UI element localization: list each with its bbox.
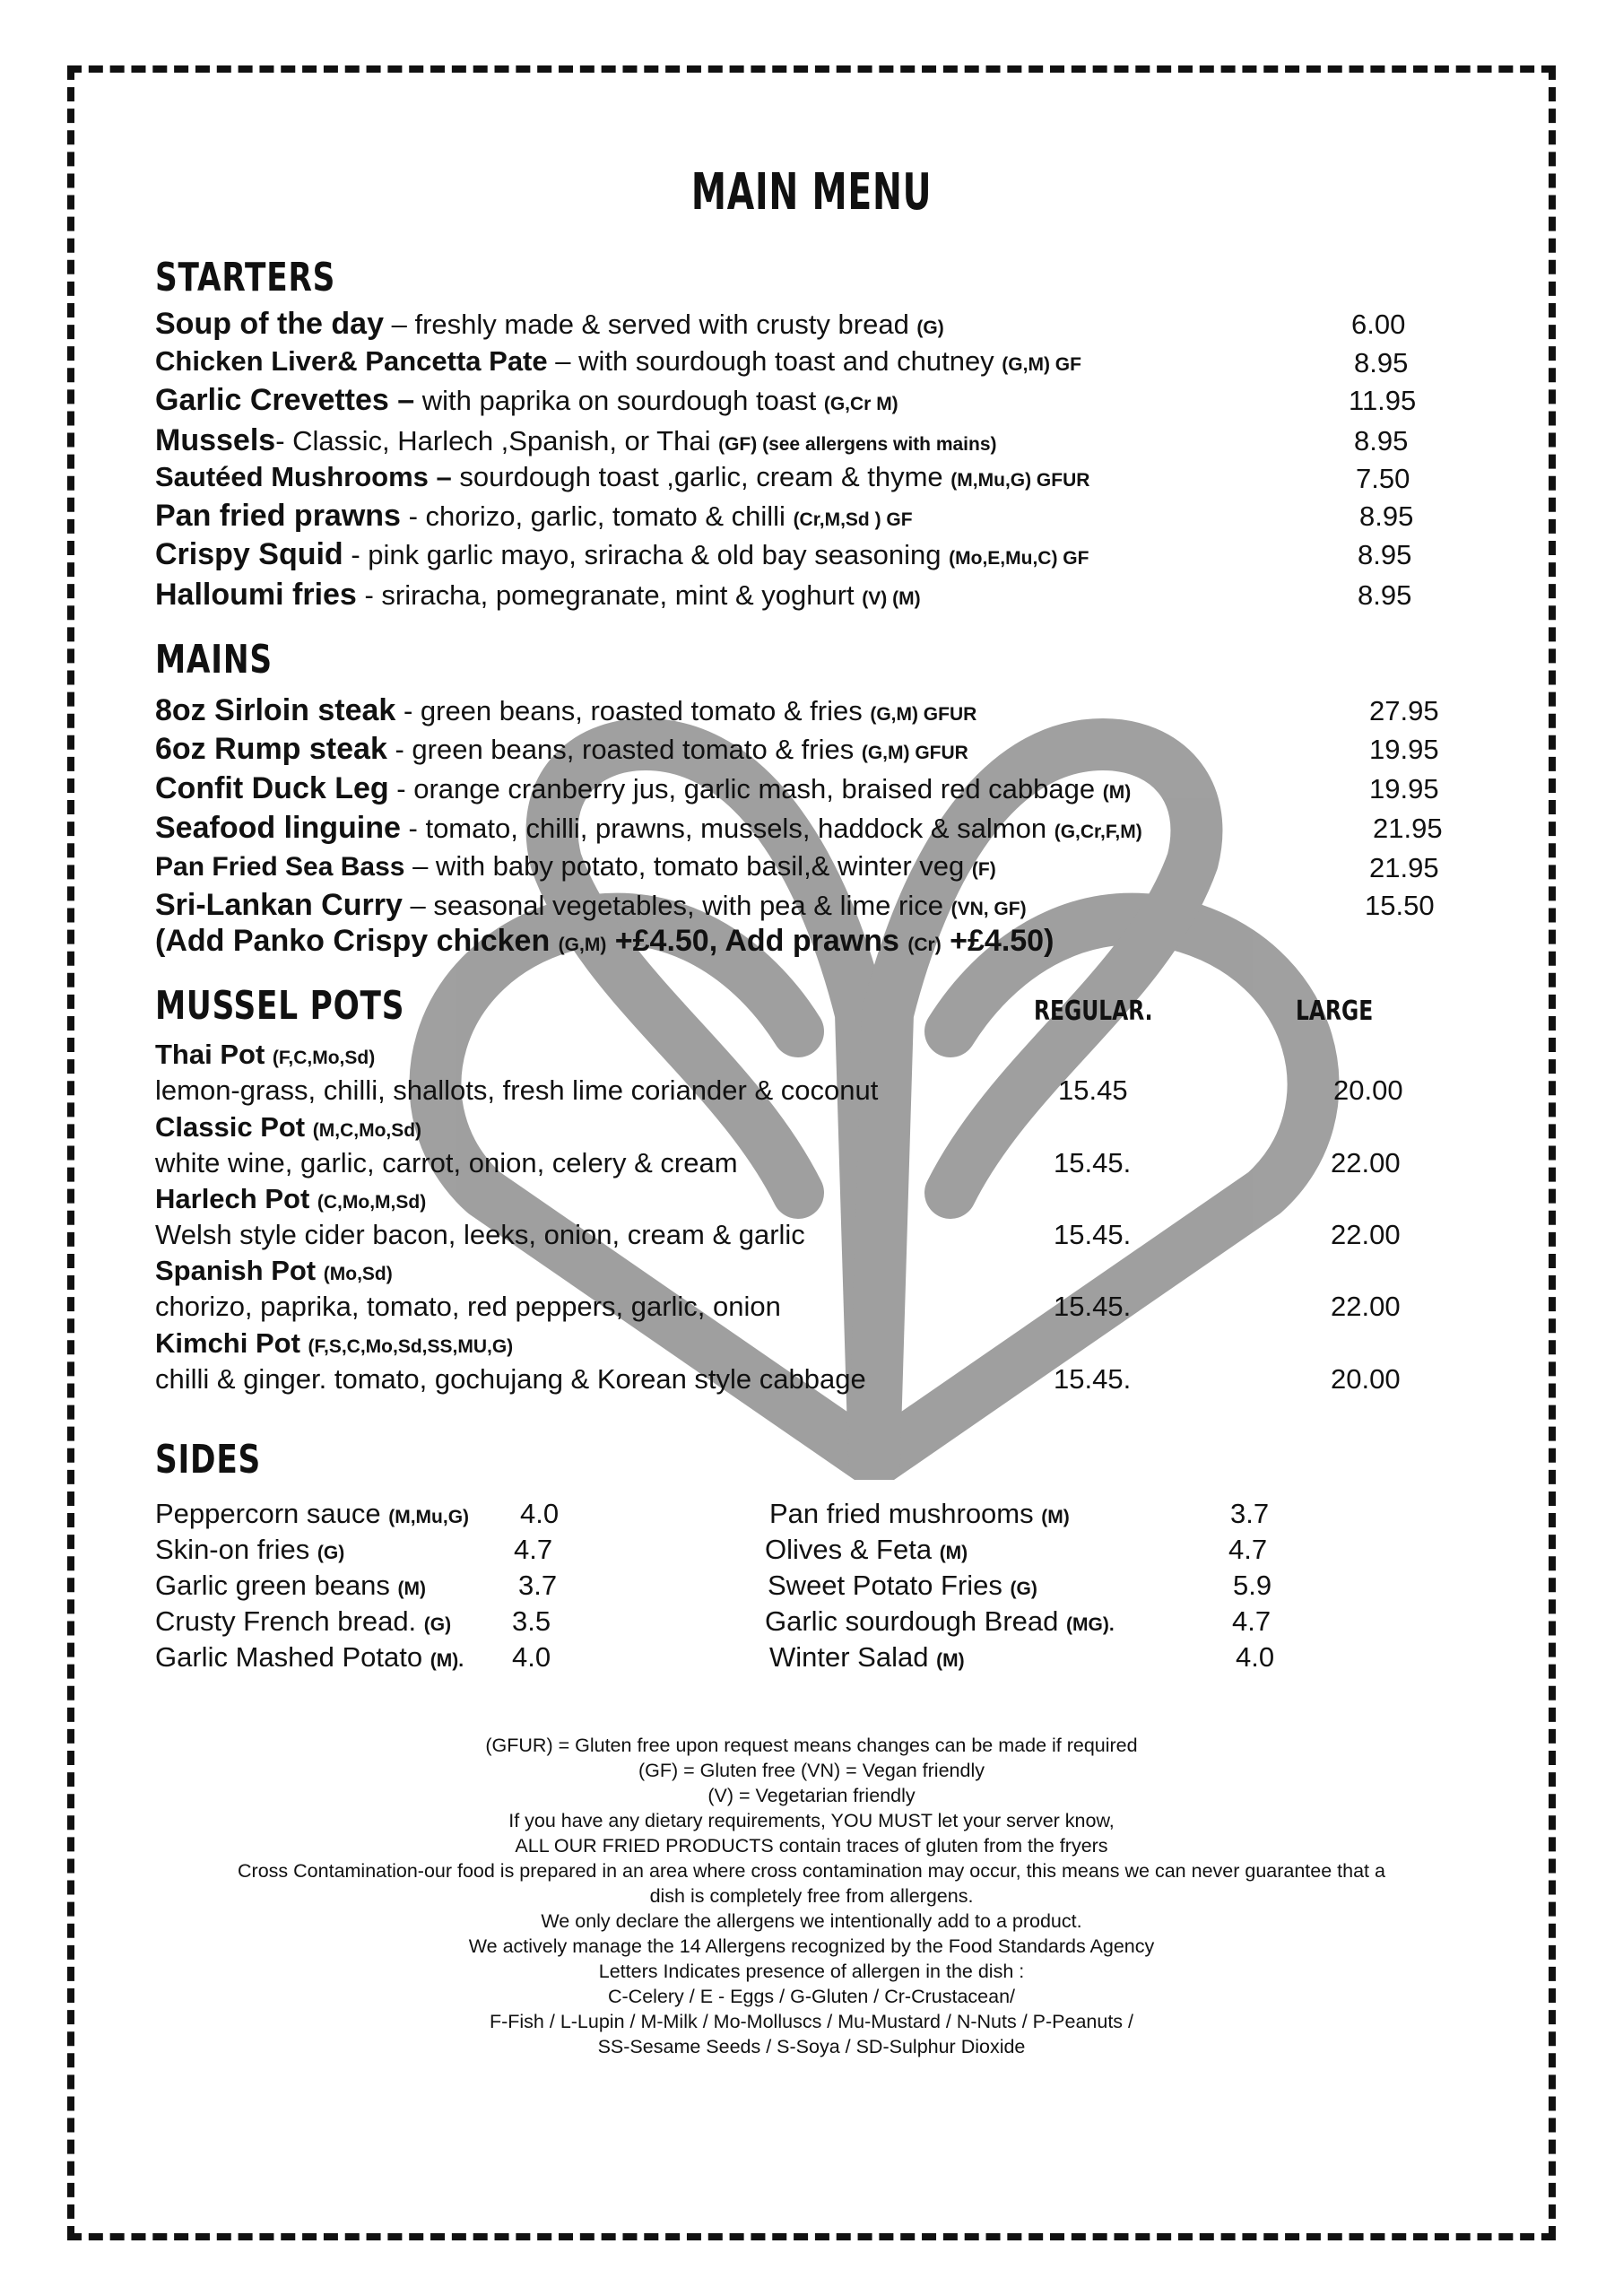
mussel-pot-large-price: 20.00 — [1333, 1074, 1403, 1106]
mussel-pot-name: Classic Pot (M,C,Mo,Sd) — [155, 1111, 422, 1143]
main-price: 21.95 — [1369, 852, 1439, 883]
main-item: 6oz Rump steak - green beans, roasted tomato & fries (G,M) GFUR — [155, 732, 968, 766]
main-item: 8oz Sirloin steak - green beans, roasted tomato & fries (G,M) GFUR — [155, 693, 977, 727]
legend-line: We actively manage the 14 Allergens recognized by the Food Standards Agency — [468, 1935, 1155, 1957]
mussel-pot-desc: white wine, garlic, carrot, onion, celery & cream — [155, 1147, 738, 1178]
mussel-pot-regular-price: 15.45 — [1058, 1074, 1128, 1106]
mussel-pot-name: Thai Pot (F,C,Mo,Sd) — [155, 1039, 376, 1070]
side-item: Garlic sourdough Bread (MG). — [765, 1605, 1115, 1637]
starters-heading: STARTERS — [155, 255, 336, 300]
main-item: Seafood linguine - tomato, chilli, prawns, mussels, haddock & salmon (G,Cr,F,M) — [155, 811, 1142, 845]
mussel-pot-desc: lemon-grass, chilli, shallots, fresh lime coriander & coconut — [155, 1074, 879, 1106]
mussel-pots-heading: MUSSEL POTS — [155, 983, 405, 1029]
mussel-pot-name: Kimchi Pot (F,S,C,Mo,Sd,SS,MU,G) — [155, 1327, 514, 1359]
starter-price: 8.95 — [1359, 500, 1414, 532]
mussel-pot-desc: chorizo, paprika, tomato, red peppers, garlic, onion — [155, 1291, 781, 1322]
mussel-pot-large-price: 22.00 — [1331, 1291, 1401, 1322]
starter-price: 6.00 — [1351, 309, 1406, 340]
side-price: 3.7 — [518, 1570, 558, 1601]
side-price: 4.0 — [512, 1641, 551, 1673]
mains-heading: MAINS — [155, 637, 273, 683]
side-price: 4.7 — [1228, 1534, 1268, 1565]
mussel-pot-name: Spanish Pot (Mo,Sd) — [155, 1255, 393, 1286]
col-regular-header: REGULAR. — [1034, 996, 1153, 1027]
side-price: 4.7 — [514, 1534, 553, 1565]
mussel-pot-regular-price: 15.45. — [1054, 1363, 1132, 1395]
starter-item: Sautéed Mushrooms – sourdough toast ,garlic, cream & thyme (M,Mu,G) GFUR — [155, 461, 1090, 492]
side-item: Peppercorn sauce (M,Mu,G) — [155, 1498, 470, 1529]
legend-line: If you have any dietary requirements, YOU MUST let your server know, — [508, 1810, 1115, 1831]
starter-price: 8.95 — [1354, 425, 1409, 457]
legend-line: (GFUR) = Gluten free upon request means changes can be made if required — [485, 1735, 1138, 1756]
mussel-pot-large-price: 22.00 — [1331, 1219, 1401, 1250]
page-title: MAIN MENU — [690, 163, 933, 222]
mussel-pot-regular-price: 15.45. — [1054, 1219, 1132, 1250]
side-item: Winter Salad (M) — [769, 1641, 965, 1673]
legend-line: We only declare the allergens we intentionally add to a product. — [541, 1910, 1082, 1932]
legend-line: (V) = Vegetarian friendly — [707, 1785, 916, 1806]
side-price: 3.7 — [1230, 1498, 1270, 1529]
main-price: 27.95 — [1369, 695, 1439, 726]
starter-price: 8.95 — [1354, 347, 1409, 378]
starter-item: Mussels- Classic, Harlech ,Spanish, or Thai (GF) (see allergens with mains) — [155, 423, 997, 457]
legend-line: dish is completely free from allergens. — [649, 1885, 974, 1907]
legend-line: SS-Sesame Seeds / S-Soya / SD-Sulphur Dioxide — [597, 2036, 1026, 2057]
side-item: Sweet Potato Fries (G) — [768, 1570, 1037, 1601]
legend-line: ALL OUR FRIED PRODUCTS contain traces of gluten from the fryers — [515, 1835, 1108, 1857]
legend-line: (GF) = Gluten free (VN) = Vegan friendly — [638, 1760, 985, 1781]
side-price: 4.0 — [520, 1498, 560, 1529]
starter-item: Crispy Squid - pink garlic mayo, sriracha & old bay seasoning (Mo,E,Mu,C) GF — [155, 537, 1089, 571]
side-item: Skin-on fries (G) — [155, 1534, 345, 1565]
legend-line: F-Fish / L-Lupin / M-Milk / Mo-Molluscs / Mu-Mustard / N-Nuts / P-Peanuts / — [489, 2011, 1133, 2032]
starter-price: 7.50 — [1356, 463, 1410, 494]
mussel-pot-name: Harlech Pot (C,Mo,M,Sd) — [155, 1183, 427, 1214]
starter-item: Chicken Liver& Pancetta Pate – with sourdough toast and chutney (G,M) GF — [155, 345, 1081, 377]
side-item: Olives & Feta (M) — [765, 1534, 968, 1565]
allergen-legend — [157, 1733, 1466, 2059]
starter-item: Soup of the day – freshly made & served with crusty bread (G) — [155, 307, 944, 341]
starter-price: 8.95 — [1358, 579, 1412, 611]
main-price: 21.95 — [1373, 813, 1443, 844]
mussel-pot-desc: Welsh style cider bacon, leeks, onion, cream & garlic — [155, 1219, 805, 1250]
sides-heading: SIDES — [155, 1437, 262, 1483]
mains-addon: (Add Panko Crispy chicken (G,M) +£4.50, Add prawns (Cr) +£4.50) — [155, 924, 1055, 958]
main-price: 19.95 — [1369, 773, 1439, 804]
main-item: Confit Duck Leg - orange cranberry jus, garlic mash, braised red cabbage (M) — [155, 771, 1132, 805]
col-large-header: LARGE — [1296, 996, 1374, 1027]
mussel-pot-desc: chilli & ginger. tomato, gochujang & Korean style cabbage — [155, 1363, 866, 1395]
mussel-pot-large-price: 20.00 — [1331, 1363, 1401, 1395]
legend-line: C-Celery / E - Eggs / G-Gluten / Cr-Crustacean/ — [607, 1986, 1016, 2007]
side-price: 3.5 — [512, 1605, 551, 1637]
side-item: Garlic Mashed Potato (M). — [155, 1641, 464, 1673]
side-price: 4.7 — [1232, 1605, 1271, 1637]
starter-item: Halloumi fries - sriracha, pomegranate, mint & yoghurt (V) (M) — [155, 578, 921, 612]
side-item: Garlic green beans (M) — [155, 1570, 427, 1601]
legend-line: Letters Indicates presence of allergen in the dish : — [598, 1961, 1025, 1982]
side-price: 5.9 — [1233, 1570, 1272, 1601]
starter-item: Garlic Crevettes – with paprika on sourdough toast (G,Cr M) — [155, 383, 898, 417]
main-item: Pan Fried Sea Bass – with baby potato, tomato basil,& winter veg (F) — [155, 850, 996, 882]
main-price: 15.50 — [1365, 890, 1435, 921]
mussel-pot-regular-price: 15.45. — [1054, 1291, 1132, 1322]
side-item: Crusty French bread. (G) — [155, 1605, 452, 1637]
legend-line: Cross Contamination-our food is prepared in an area where cross contamination may occur, this means we can never guarantee that a — [238, 1860, 1385, 1882]
main-price: 19.95 — [1369, 734, 1439, 765]
starter-item: Pan fried prawns - chorizo, garlic, tomato & chilli (Cr,M,Sd ) GF — [155, 499, 913, 533]
starter-price: 8.95 — [1358, 539, 1412, 570]
mussel-pot-large-price: 22.00 — [1331, 1147, 1401, 1178]
mussel-pot-regular-price: 15.45. — [1054, 1147, 1132, 1178]
main-item: Sri-Lankan Curry – seasonal vegetables, with pea & lime rice (VN, GF) — [155, 888, 1027, 922]
starter-price: 11.95 — [1349, 385, 1417, 416]
side-item: Pan fried mushrooms (M) — [769, 1498, 1070, 1529]
side-price: 4.0 — [1236, 1641, 1275, 1673]
